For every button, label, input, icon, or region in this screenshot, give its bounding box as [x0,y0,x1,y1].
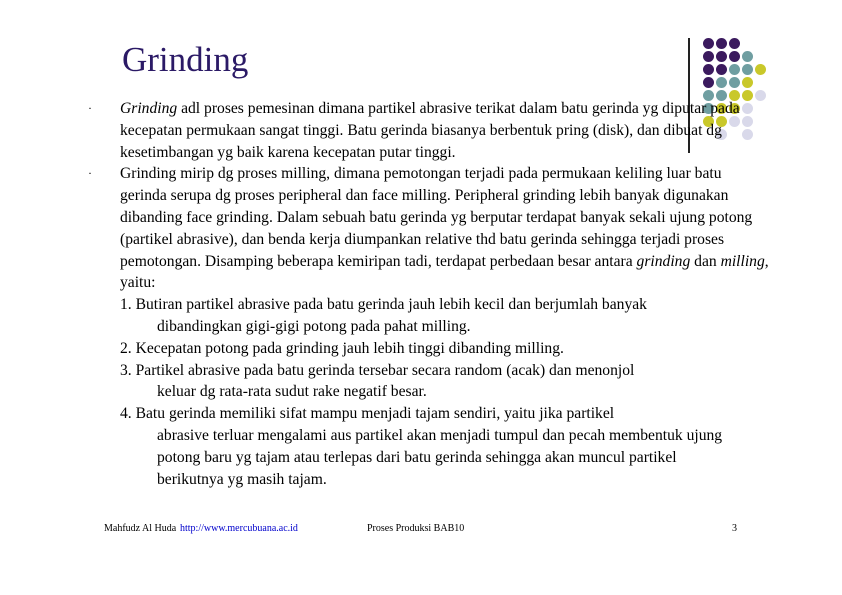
paragraph-definition [120,98,770,163]
decorative-dot [703,64,714,75]
paragraph-comparison [120,163,770,294]
decorative-dot [716,51,727,62]
list-item [120,403,770,490]
term: milling [720,252,765,270]
slide-body [120,98,770,490]
decorative-dot [703,51,714,62]
text: 2. Kecepatan potong pada grinding jauh lebih tinggi dibanding milling. [120,339,564,357]
text: 3. Partikel abrasive pada batu gerinda tersebar secara random (acak) dan menonjol [120,361,635,379]
decorative-dot [742,51,753,62]
decorative-dot [716,38,727,49]
text: Grinding mirip dg proses milling, dimana pemotongan terjadi pada permukaan keliling luar batu gerinda serupa dg proses peripheral dan face milling. Peripheral grinding lebih banyak digunakan dibanding face grinding. Dalam sebuah batu gerinda yg berputar terdapat banyak sekali ujung potong (partikel abrasive), dan benda kerja diumpankan relative thd batu gerinda sehingga terjadi proses pemotongan. Disamping beberapa kemiripan tadi, terdapat perbedaan besar antara [120,165,753,270]
text: abrasive terluar mengalami aus partikel akan menjadi tumpul dan pecah membentuk ujung potong baru yg tajam atau terlepas dari batu gerinda sehingga akan muncul partikel berikutnya yg masih tajam. [157,426,723,488]
decorative-dot [729,77,740,88]
text: dibandingkan gigi-gigi potong pada pahat milling. [157,317,471,335]
slide-title: Grinding [122,40,249,79]
bullet: · [88,101,92,115]
decorative-dot [703,77,714,88]
list-item [120,338,770,360]
decorative-dot [729,51,740,62]
footer-title: Proses Produksi BAB10 [367,523,465,534]
bullet: · [88,166,92,180]
decorative-dot [729,38,740,49]
page-number: 3 [732,523,737,534]
footer-link[interactable]: http://www.mercubuana.ac.id [180,523,298,534]
decorative-dot [716,64,727,75]
decorative-dot [755,64,766,75]
decorative-dot [742,64,753,75]
text: , yaitu: [120,252,769,292]
text: keluar dg rata-rata sudut rake negatif besar. [157,383,427,401]
list-item [120,360,770,404]
text: 1. Butiran partikel abrasive pada batu gerinda jauh lebih kecil dan berjumlah banyak [120,296,647,314]
decorative-dot [729,64,740,75]
term: grinding [636,252,691,270]
decorative-dot [742,77,753,88]
list-item [120,294,770,338]
decorative-dot [703,38,714,49]
text: 4. Batu gerinda memiliki sifat mampu menjadi tajam sendiri, yaitu jika partikel [120,405,615,423]
text: dan [690,252,721,270]
term: Grinding [120,100,178,117]
text: adl proses pemesinan dimana partikel abrasive terikat dalam batu gerinda yg diputar pada kecepatan permukaan sangat tinggi. Batu gerinda biasanya berbentuk pring (disk), dan dibuat dg kesetimbangan yg baik karena kecepatan putar tinggi. [120,100,740,161]
footer-author: Mahfudz Al Huda [104,523,177,534]
decorative-dot [716,77,727,88]
